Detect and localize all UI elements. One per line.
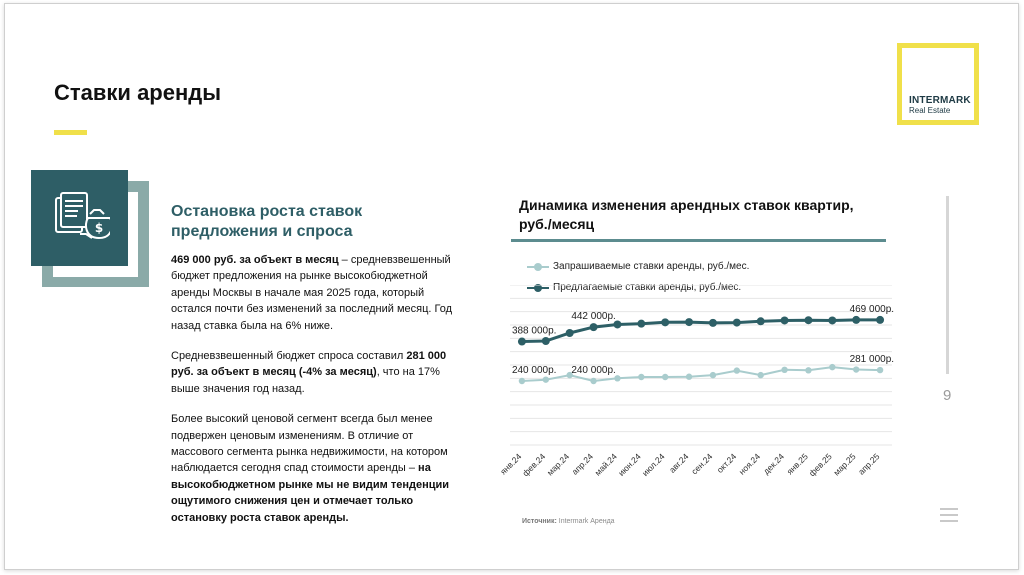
data-point bbox=[734, 367, 740, 373]
paragraph-3 bbox=[171, 411, 461, 526]
data-point bbox=[543, 376, 549, 382]
legend-label: Предлагаемые ставки аренды, руб./мес. bbox=[553, 282, 742, 293]
p1-text: – средневзвешенный бюджет предложения на рынке высокобюджетной аренды Москвы в начале мая 2025 года, который остался почти без изменений за последний месяц. Год назад ставка была на 6% ниже. bbox=[171, 254, 453, 332]
x-tick-label: янв.24 bbox=[498, 451, 524, 477]
chart-title: Динамика изменения арендных ставок квартир, руб./месяц bbox=[519, 197, 854, 232]
data-label: 388 000р. bbox=[511, 325, 557, 337]
data-point bbox=[661, 318, 669, 326]
chart-title-rule bbox=[511, 239, 886, 242]
data-point bbox=[614, 375, 620, 381]
logo-line1: INTERMARK bbox=[909, 95, 971, 106]
intermark-logo bbox=[897, 43, 979, 125]
section-subtitle: Остановка роста ставок предложения и спроса bbox=[171, 203, 363, 240]
x-tick-label: сен.24 bbox=[689, 451, 715, 477]
x-tick-label: янв.25 bbox=[784, 451, 810, 477]
data-label: 469 000р. bbox=[849, 303, 895, 315]
data-point bbox=[757, 317, 765, 325]
source-label: Источник: bbox=[522, 518, 557, 525]
line-chart bbox=[490, 285, 910, 485]
p3-bold: на высокобюджетном рынке мы не видим тенденции ощутимого снижения цен и отмечает только остановку роста ставок аренды. bbox=[171, 462, 450, 524]
data-point bbox=[662, 374, 668, 380]
data-point bbox=[804, 316, 812, 324]
data-point bbox=[519, 378, 525, 384]
data-point bbox=[877, 367, 883, 373]
x-tick-label: мар.24 bbox=[544, 451, 572, 478]
data-point bbox=[828, 316, 836, 324]
data-point bbox=[518, 338, 526, 346]
x-tick-label: окт.24 bbox=[714, 451, 739, 475]
x-tick-label: апр.24 bbox=[569, 451, 595, 477]
data-point bbox=[638, 374, 644, 380]
data-label: 281 000р. bbox=[849, 354, 895, 366]
data-point bbox=[829, 364, 835, 370]
legend-marker-icon bbox=[527, 262, 549, 272]
data-point bbox=[590, 378, 596, 384]
data-point bbox=[805, 367, 811, 373]
p1-bold: 469 000 руб. за объект в месяц bbox=[171, 254, 339, 266]
data-point bbox=[590, 323, 598, 331]
x-tick-label: июл.24 bbox=[639, 451, 667, 479]
p2-text: , что на 17% выше значения год назад. bbox=[171, 366, 440, 395]
data-label: 442 000р. bbox=[571, 311, 616, 323]
data-point bbox=[686, 374, 692, 380]
menu-icon[interactable] bbox=[940, 508, 958, 526]
data-label: 240 000р. bbox=[511, 365, 557, 376]
x-tick-label: авг.24 bbox=[667, 451, 691, 475]
side-divider bbox=[946, 196, 949, 374]
data-point bbox=[709, 319, 717, 327]
slide-title: Ставки аренды bbox=[54, 80, 222, 105]
x-tick-label: май.24 bbox=[592, 451, 619, 478]
paragraph-2 bbox=[171, 348, 461, 397]
logo-line2: Real Estate bbox=[909, 106, 951, 115]
x-tick-label: мар.25 bbox=[831, 451, 858, 478]
data-point bbox=[710, 372, 716, 378]
x-tick-label: ноя.24 bbox=[736, 451, 763, 477]
data-point bbox=[852, 316, 860, 324]
paragraph-1 bbox=[171, 252, 461, 334]
chart-source bbox=[522, 518, 615, 525]
legend-item-requested bbox=[527, 256, 749, 277]
title-accent-bar bbox=[54, 130, 87, 135]
data-point bbox=[733, 319, 741, 327]
p3-pre: Более высокий ценовой сегмент всегда был менее подвержен ценовым изменениям. В отличие от массового сегмента рынка недвижимости, на котором наблюдается сегодня спад стоимости аренды – bbox=[171, 413, 448, 475]
data-point bbox=[781, 367, 787, 373]
x-tick-label: фев.25 bbox=[806, 451, 834, 479]
page-number: 9 bbox=[943, 387, 952, 404]
data-label: 240 000р. bbox=[571, 365, 616, 376]
data-point bbox=[876, 316, 884, 324]
data-point bbox=[685, 318, 693, 326]
data-point bbox=[566, 329, 574, 337]
x-tick-label: фев.24 bbox=[520, 451, 548, 479]
documents-money-icon bbox=[31, 170, 128, 266]
p2-bold: 281 000 руб. за объект в месяц (-4% за месяц) bbox=[171, 350, 447, 379]
svg-text:$: $ bbox=[94, 221, 103, 235]
data-point bbox=[542, 337, 550, 345]
data-point bbox=[637, 320, 645, 328]
data-point bbox=[853, 366, 859, 372]
x-tick-label: дек.24 bbox=[761, 451, 786, 477]
data-point bbox=[757, 372, 763, 378]
legend-label: Запрашиваемые ставки аренды, руб./мес. bbox=[553, 261, 750, 272]
p2-pre: Средневзвешенный бюджет спроса составил bbox=[171, 350, 407, 363]
x-tick-label: апр.25 bbox=[856, 451, 882, 477]
x-tick-label: июн.24 bbox=[616, 451, 643, 478]
data-point bbox=[781, 316, 789, 324]
source-value: Intermark Аренда bbox=[558, 518, 615, 525]
body-text bbox=[171, 252, 461, 540]
